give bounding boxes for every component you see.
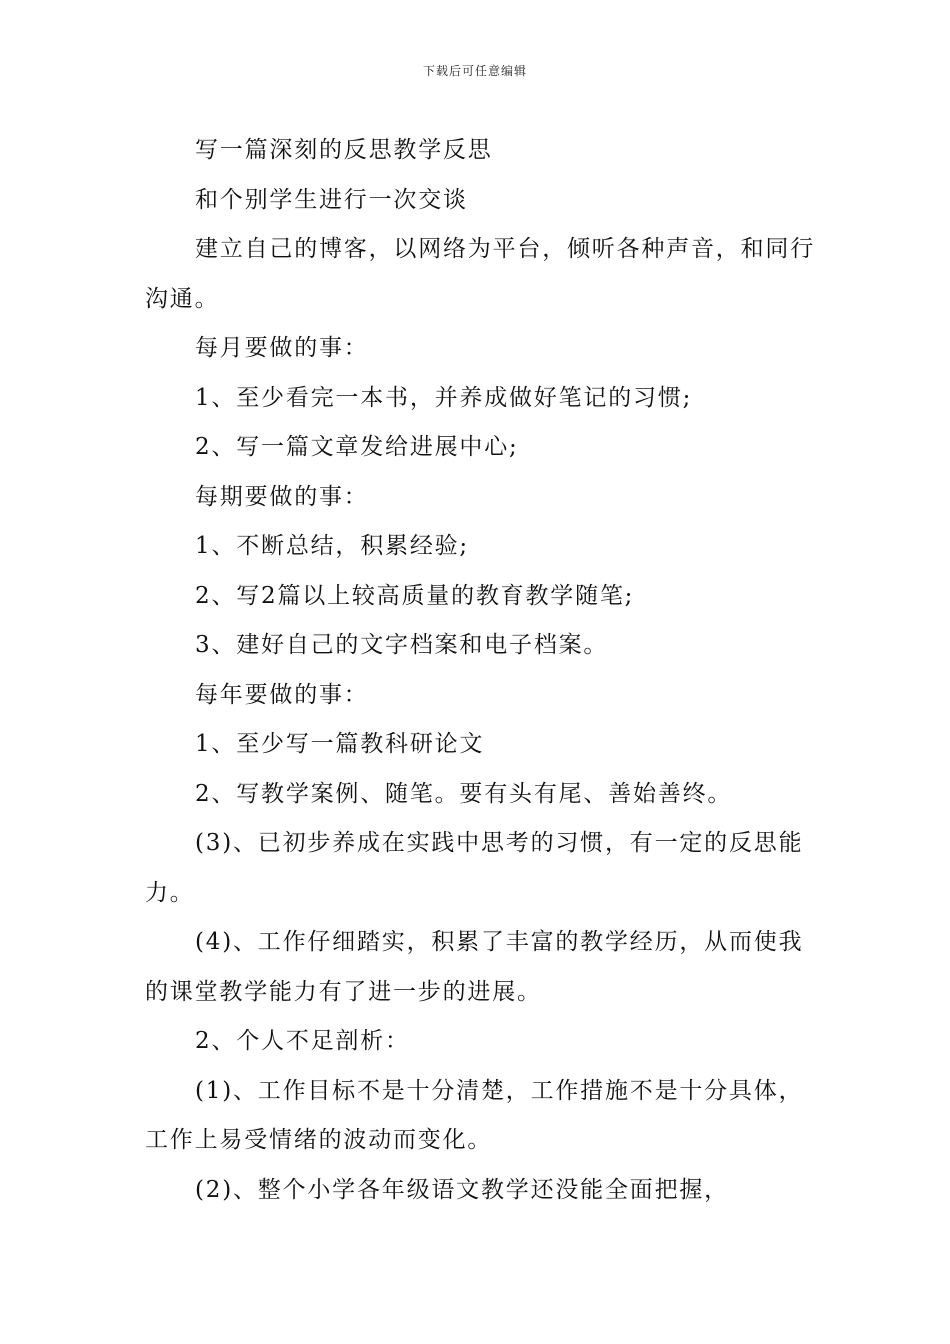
list-item: 1、不断总结，积累经验;	[195, 533, 469, 559]
section-heading: 每期要做的事：	[195, 483, 369, 510]
paragraph: (2)、整个小学各年级语文教学还没能全面把握，	[195, 1176, 729, 1203]
paragraph: 建立自己的博客，以网络为平台，倾听各种声音，和同行沟通。	[145, 236, 815, 312]
list-item: 3、建好自己的文字档案和电子档案。	[195, 632, 609, 658]
list-item: 2、写2篇以上较高质量的教育教学随笔;	[195, 582, 635, 609]
list-item: 1、至少看完一本书，并养成做好笔记的习惯;	[195, 384, 693, 411]
paragraph: (4)、工作仔细踏实，积累了丰富的教学经历，从而使我的课堂教学能力有了进一步的进展。	[145, 929, 804, 1005]
paragraph: (3)、已初步养成在实践中思考的习惯，有一定的反思能力。	[145, 830, 804, 906]
section-heading: 2、个人不足剖析：	[195, 1028, 410, 1054]
section-heading: 每月要做的事：	[195, 335, 369, 361]
document-body	[145, 126, 815, 1215]
list-item: 2、写一篇文章发给进展中心;	[195, 434, 519, 460]
page-header-note: 下载后可任意编辑	[422, 64, 527, 78]
list-item: 1、至少写一篇教科研论文	[195, 731, 485, 757]
section-heading: 每年要做的事：	[195, 681, 369, 708]
paragraph: (1)、工作目标不是十分清楚，工作措施不是十分具体，工作上易受情绪的波动而变化。	[145, 1077, 804, 1153]
list-item: 2、写教学案例、随笔。要有头有尾、善始善终。	[195, 780, 733, 807]
paragraph: 和个别学生进行一次交谈	[195, 186, 468, 213]
paragraph: 写一篇深刻的反思教学反思	[195, 137, 493, 163]
